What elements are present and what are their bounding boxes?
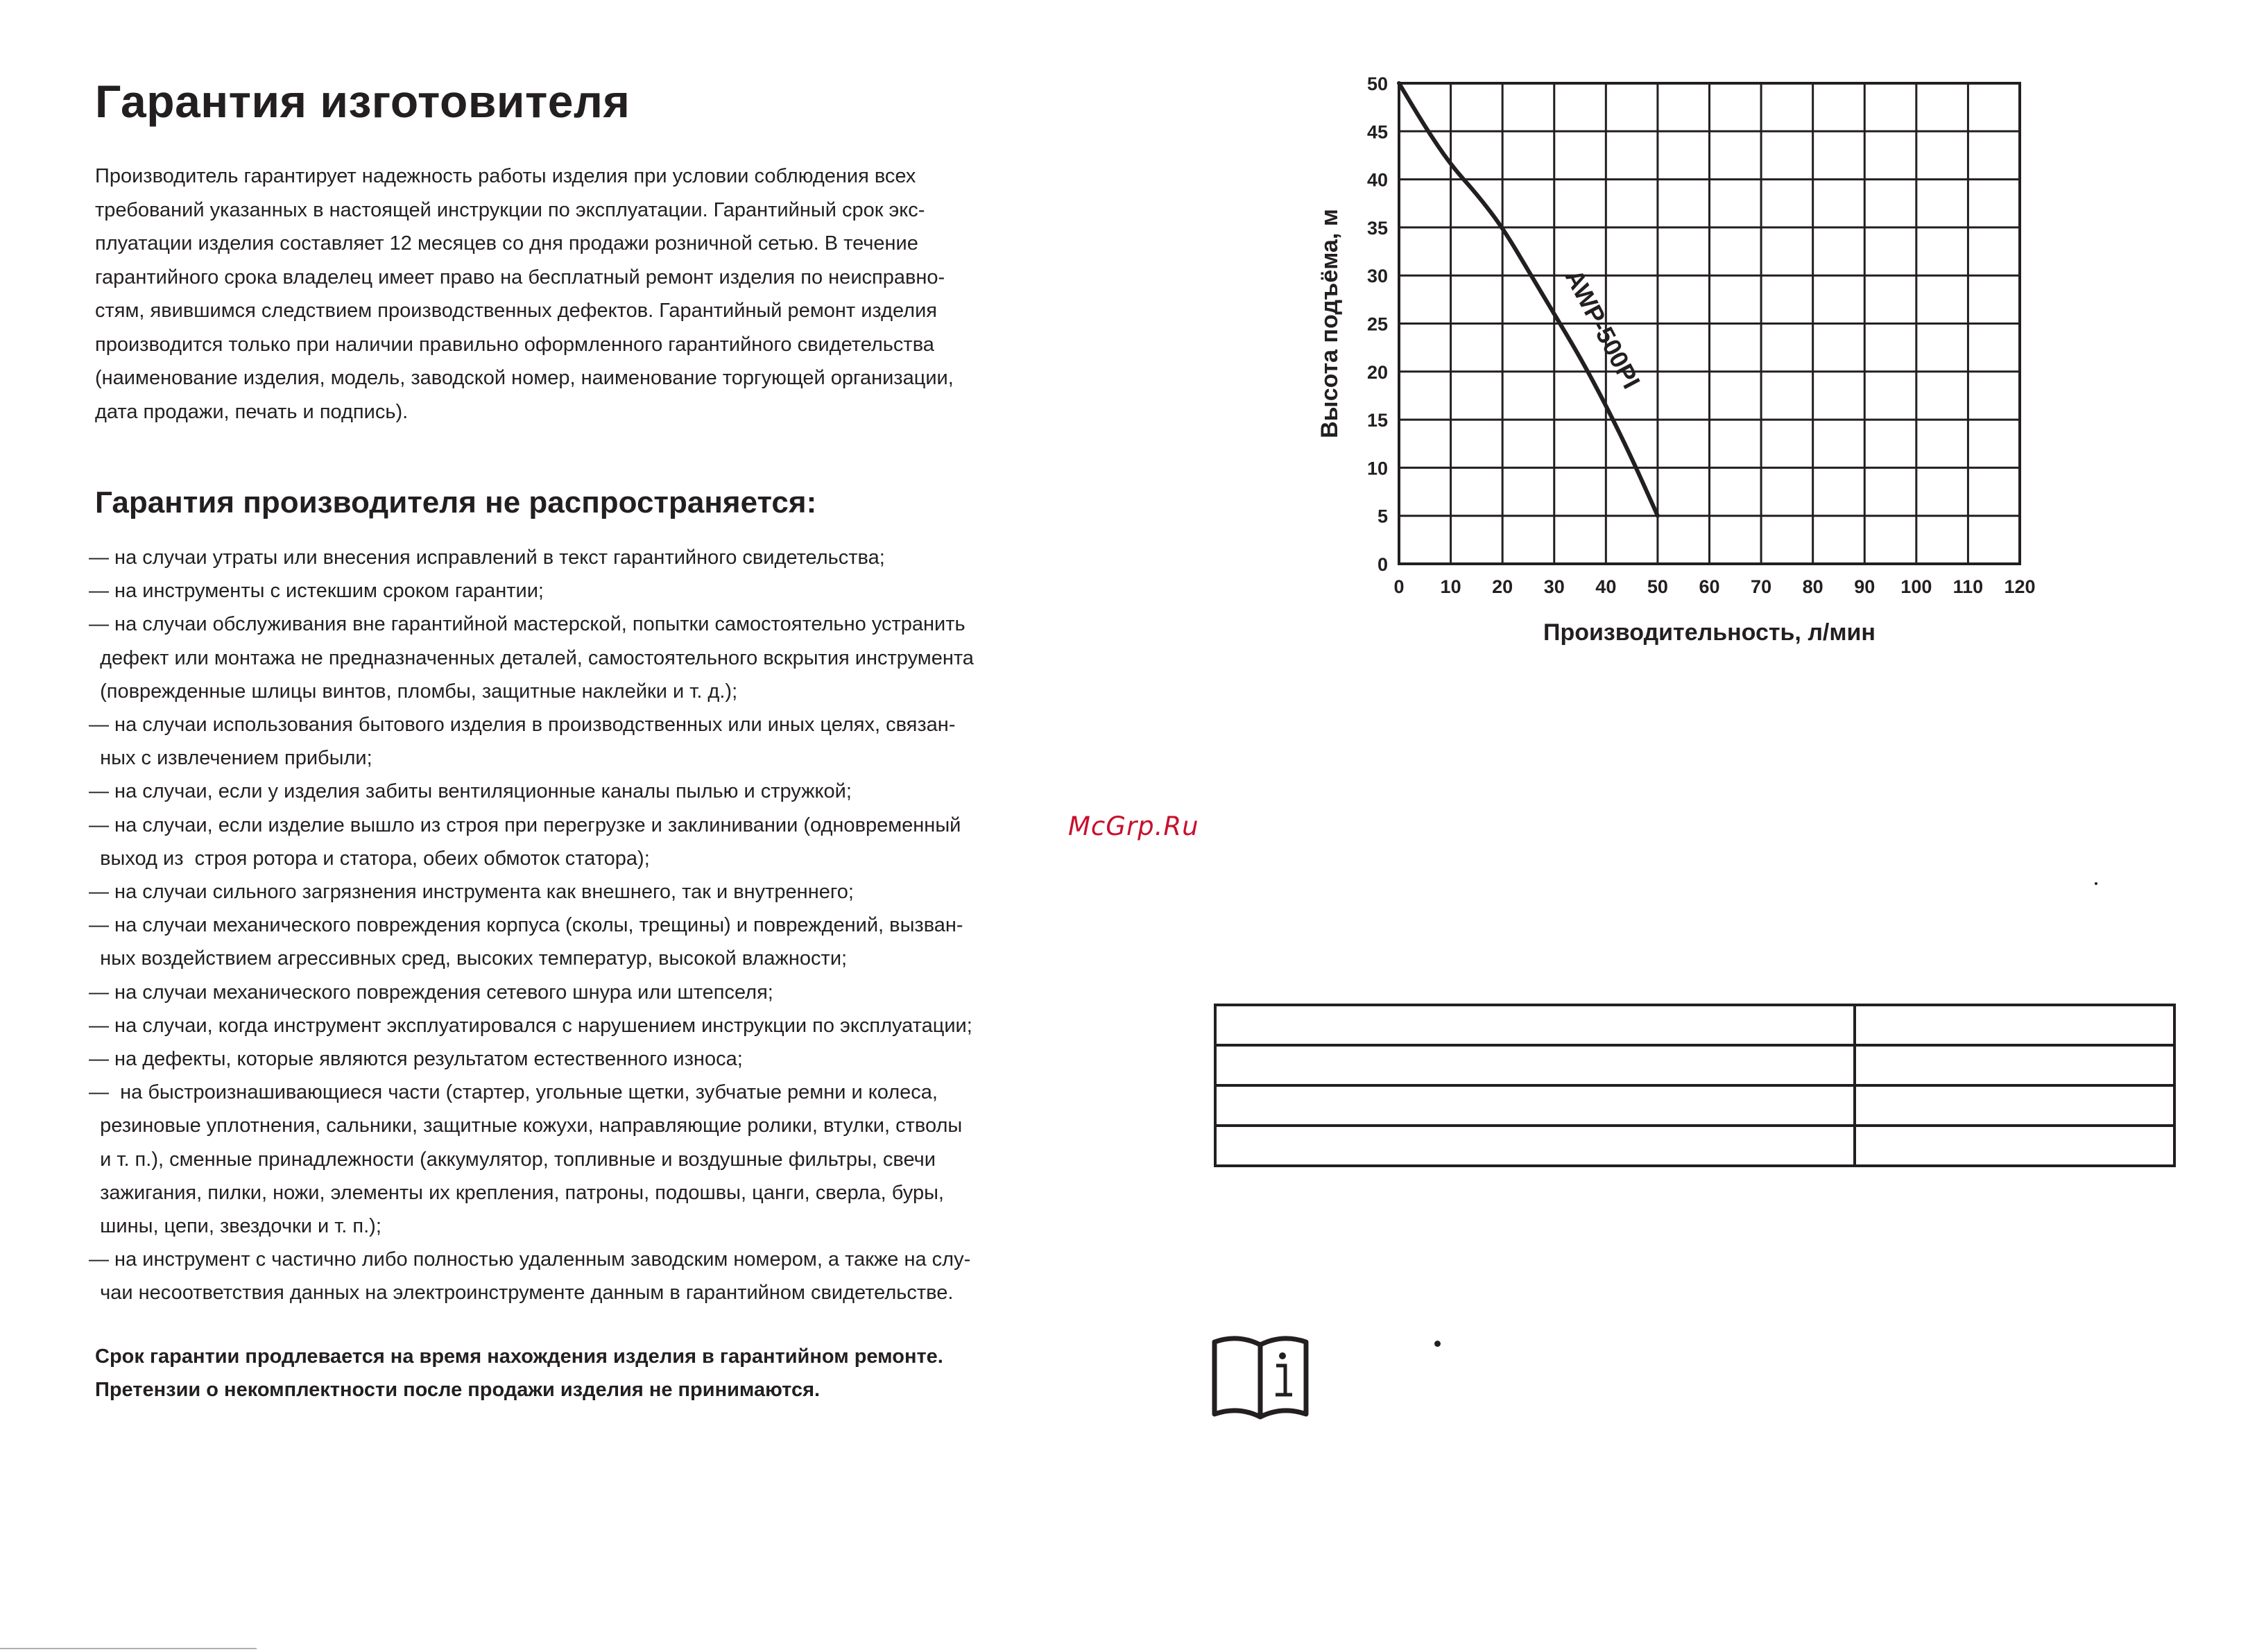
footnote-line-2: Претензии о некомплектности после продажи изделия не принимаются. <box>95 1379 821 1401</box>
table-cell <box>1855 1045 2174 1085</box>
table-row <box>1215 1045 2174 1085</box>
exclusion-line: — на случаи сильного загрязнения инструмента как внешнего, так и внутреннего; <box>89 881 854 904</box>
watermark: McGrp.Ru <box>1068 811 1199 841</box>
y-tick-label: 20 <box>1366 361 1388 383</box>
exclusions-title: Гарантия производителя не распространяется: <box>95 485 817 519</box>
table-row <box>1215 1005 2174 1045</box>
exclusion-line: зажигания, пилки, ножи, элементы их крепления, патроны, подошвы, цанги, сверла, буры, <box>89 1181 944 1204</box>
y-tick-label: 0 <box>1377 554 1388 575</box>
exclusion-line: — на дефекты, которые являются результатом естественного износа; <box>89 1048 743 1071</box>
exclusion-line: резиновые уплотнения, сальники, защитные кожухи, направляющие ролики, втулки, стволы <box>89 1115 963 1137</box>
decorative-dot <box>2095 882 2097 885</box>
intro-line: плуатации изделия составляет 12 месяцев со дня продажи розничной сетью. В течение <box>95 232 918 255</box>
intro-line: гарантийного срока владелец имеет право на бесплатный ремонт изделия по неисправно- <box>95 266 945 289</box>
table-cell <box>1215 1005 1855 1045</box>
y-tick-label: 25 <box>1366 313 1388 335</box>
x-tick-label: 10 <box>1440 576 1461 597</box>
exclusion-line: — на случаи использования бытового изделия в производственных или иных целях, связан- <box>89 714 956 737</box>
exclusion-line: шины, цепи, звездочки и т. п.); <box>89 1215 381 1238</box>
intro-line: требований указанных в настоящей инструкции по эксплуатации. Гарантийный срок экс- <box>95 198 925 221</box>
intro-line: производится только при наличии правильно оформленного гарантийного свидетельства <box>95 333 934 356</box>
x-tick-label: 50 <box>1647 576 1668 597</box>
intro-line: стям, явившимся следствием производственных дефектов. Гарантийный ремонт изделия <box>95 300 938 322</box>
intro-line: (наименование изделия, модель, заводской номер, наименование торгующей организации, <box>95 367 954 389</box>
exclusion-line: — на случаи, если у изделия забиты вентиляционные каналы пылью и стружкой; <box>89 780 852 803</box>
exclusion-line: — на случаи обслуживания вне гарантийной мастерской, попытки самостоятельно устранить <box>89 613 965 636</box>
table-cell <box>1855 1126 2174 1166</box>
y-tick-label: 35 <box>1366 217 1388 239</box>
y-axis-label: Высота подъёма, м <box>1316 209 1343 438</box>
exclusion-line: ных с извлечением прибыли; <box>89 747 372 770</box>
exclusion-line: — на случаи, когда инструмент эксплуатировался с нарушением инструкции по эксплуатации; <box>89 1014 972 1037</box>
exclusion-line: дефект или монтажа не предназначенных деталей, самостоятельного вскрытия инструмента <box>89 646 974 669</box>
exclusion-line: — на случаи утраты или внесения исправлений в текст гарантийного свидетельства; <box>89 547 885 569</box>
y-tick-label: 40 <box>1366 169 1388 191</box>
intro-line: Производитель гарантирует надежность работы изделия при условии соблюдения всех <box>95 165 916 187</box>
series-line <box>1399 83 1658 516</box>
table-row <box>1215 1126 2174 1166</box>
y-tick-label: 15 <box>1366 410 1388 431</box>
x-tick-label: 40 <box>1595 576 1617 597</box>
x-tick-label: 100 <box>1900 576 1932 597</box>
footnote-line-1: Срок гарантии продлевается на время нахождения изделия в гарантийном ремонте. <box>95 1345 943 1368</box>
x-axis-label: Производительность, л/мин <box>1543 619 1876 646</box>
exclusion-line: и т. п.), сменные принадлежности (аккумулятор, топливные и воздушные фильтры, свечи <box>89 1148 936 1171</box>
table-row <box>1215 1085 2174 1126</box>
exclusion-line: выход из строя ротора и статора, обеих обмоток статора); <box>89 847 650 870</box>
table-cell <box>1855 1005 2174 1045</box>
series-label: AWP-500PI <box>1559 264 1647 394</box>
exclusion-line: чаи несоответствия данных на электроинструменте данным в гарантийном свидетельстве. <box>89 1282 954 1305</box>
x-tick-label: 0 <box>1393 576 1405 597</box>
y-tick-label: 5 <box>1377 506 1388 527</box>
exclusion-line: — на случаи механического повреждения корпуса (сколы, трещины) и повреждений, вызван- <box>89 914 963 937</box>
table-cell <box>1855 1085 2174 1126</box>
pump-performance-chart <box>1304 69 2150 666</box>
x-tick-label: 70 <box>1751 576 1772 597</box>
table-cell <box>1215 1085 1855 1126</box>
intro-line: дата продажи, печать и подпись). <box>95 400 409 423</box>
table-cell <box>1215 1045 1855 1085</box>
open-book-info-icon <box>1210 1335 1311 1425</box>
exclusion-line: — на случаи, если изделие вышло из строя при перегрузке и заклинивании (одновременный <box>89 814 961 836</box>
x-tick-label: 20 <box>1492 576 1513 597</box>
y-tick-label: 10 <box>1366 458 1388 479</box>
x-tick-label: 30 <box>1543 576 1565 597</box>
warranty-intro <box>95 160 1052 429</box>
y-tick-label: 30 <box>1366 266 1388 287</box>
exclusions-list <box>89 541 1060 1310</box>
table-cell <box>1215 1126 1855 1166</box>
exclusion-line: ных воздействием агрессивных сред, высоких температур, высокой влажности; <box>89 947 848 970</box>
footnote <box>95 1340 1066 1406</box>
exclusion-line: (поврежденные шлицы винтов, пломбы, защитные наклейки и т. д.); <box>89 680 738 703</box>
exclusion-line: — на быстроизнашивающиеся части (стартер, угольные щетки, зубчатые ремни и колеса, <box>89 1081 938 1104</box>
x-tick-label: 80 <box>1802 576 1823 597</box>
page-title: Гарантия изготовителя <box>95 76 630 127</box>
page-edge-line <box>0 1648 257 1649</box>
x-tick-label: 120 <box>2004 576 2036 597</box>
exclusion-line: — на случаи механического повреждения сетевого шнура или штепселя; <box>89 981 773 1004</box>
x-tick-label: 110 <box>1952 576 1984 597</box>
x-tick-label: 60 <box>1699 576 1720 597</box>
y-tick-label: 50 <box>1366 74 1388 94</box>
y-tick-label: 45 <box>1366 121 1388 143</box>
x-tick-label: 90 <box>1854 576 1876 597</box>
exclusion-line: — на инструмент с частично либо полностью удаленным заводским номером, а также на слу- <box>89 1248 971 1271</box>
decorative-dot <box>1434 1341 1441 1347</box>
info-table <box>1214 1004 2176 1167</box>
exclusion-line: — на инструменты с истекшим сроком гарантии; <box>89 580 544 603</box>
